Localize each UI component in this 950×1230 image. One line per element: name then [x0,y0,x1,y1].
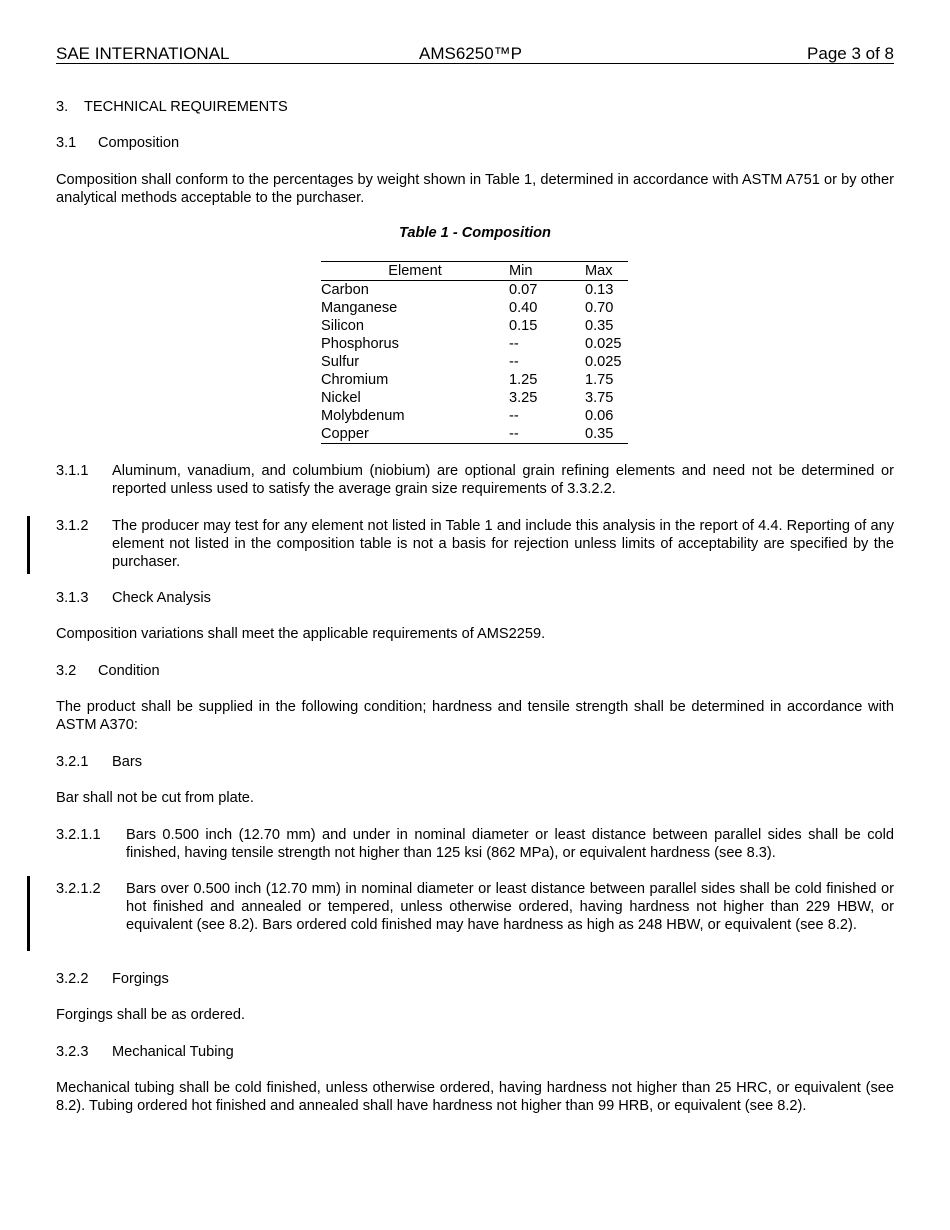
table-row [321,371,628,389]
cell-element: Nickel [321,390,361,406]
cell-element: Chromium [321,372,389,388]
section-3-2-title: Condition [98,663,160,679]
cell-element: Phosphorus [321,336,399,352]
section-3-1-number: 3.1 [56,135,77,151]
table-bottom-rule [321,443,628,444]
cell-min: 0.15 [509,318,538,334]
section-3-2-1-body: Bar shall not be cut from plate. [56,790,254,806]
cell-max: 0.025 [585,354,622,370]
header-min: Min [509,263,533,279]
table-row [321,317,628,335]
section-3-2-2-number: 3.2.2 [56,971,89,987]
table-row [321,407,628,425]
change-bar [27,876,30,951]
cell-element: Copper [321,426,369,442]
cell-element: Silicon [321,318,364,334]
cell-element: Carbon [321,282,369,298]
section-3-1-3-number: 3.1.3 [56,590,89,606]
header-max: Max [585,263,613,279]
header-org: SAE INTERNATIONAL [56,44,230,63]
cell-min: -- [509,354,519,370]
cell-element: Sulfur [321,354,360,370]
section-3-2-1-1-body: Bars 0.500 inch (12.70 mm) and under in nominal diameter or least distance between parallel sides shall be cold finished, having tensile strength not higher than 125 ksi (862 MPa), or equivalent hardness (see 8.3). [126,827,894,861]
table-row [321,281,628,299]
cell-max: 0.13 [585,282,614,298]
section-3-2-2-title: Forgings [112,971,169,987]
cell-max: 0.70 [585,300,614,316]
section-3-2-1-number: 3.2.1 [56,754,89,770]
change-bar [27,516,30,574]
table-row [321,389,628,407]
cell-max: 1.75 [585,372,614,388]
composition-table [321,261,628,444]
table-row [321,335,628,353]
table-header-row [321,262,628,280]
section-3-title: TECHNICAL REQUIREMENTS [84,99,288,115]
table-1-caption: Table 1 - Composition [399,225,551,241]
section-3-2-1-title: Bars [112,754,143,770]
section-3-2-1-1-number: 3.2.1.1 [56,827,101,843]
section-3-1-2-number: 3.1.2 [56,518,89,534]
cell-max: 3.75 [585,390,614,406]
cell-min: 0.07 [509,282,538,298]
section-3-2-3-number: 3.2.3 [56,1044,89,1060]
section-3-1-1-number: 3.1.1 [56,463,89,479]
cell-max: 0.35 [585,426,614,442]
header-rule [56,63,894,64]
cell-max: 0.35 [585,318,614,334]
cell-min: 1.25 [509,372,538,388]
cell-min: -- [509,336,519,352]
table-row [321,299,628,317]
cell-min: 0.40 [509,300,538,316]
section-3-1-3-title: Check Analysis [112,590,211,606]
table-row [321,353,628,371]
cell-max: 0.06 [585,408,614,424]
cell-element: Molybdenum [321,408,405,424]
header-doc-number: AMS6250™P [419,44,522,63]
section-3-1-1-body: Aluminum, vanadium, and columbium (niobium) are optional grain refining elements and need not be determined or reported unless used to satisfy the average grain size requirements of 3.3.2.2. [112,463,894,497]
section-3-2-3-body: Mechanical tubing shall be cold finished, unless otherwise ordered, having hardness not higher than 25 HRC, or equivalent (see 8.2). Tubing ordered hot finished and annealed shall have hardness not higher than 99 HRB, or equivalent (see 8.2). [56,1080,894,1114]
table-row [321,425,628,443]
cell-min: -- [509,426,519,442]
cell-max: 0.025 [585,336,622,352]
section-3-2-1-2-body: Bars over 0.500 inch (12.70 mm) in nominal diameter or least distance between parallel sides shall be cold finished or hot finished and annealed or tempered, unless otherwise ordered, having hardness not higher than 229 HBW, or equivalent (see 8.2). Bars ordered cold finished may have hardness as high as 248 HBW, or equivalent (see 8.2). [126,881,894,933]
section-3-2-3-title: Mechanical Tubing [112,1044,234,1060]
section-3-2-number: 3.2 [56,663,77,679]
cell-min: -- [509,408,519,424]
section-3-1-3-body: Composition variations shall meet the applicable requirements of AMS2259. [56,626,546,642]
header-page-number: Page 3 of 8 [807,44,894,63]
header-element: Element [388,263,442,279]
section-3-1-body: Composition shall conform to the percentages by weight shown in Table 1, determined in accordance with ASTM A751 or by other analytical methods acceptable to the purchaser. [56,172,894,206]
section-3-2-1-2-number: 3.2.1.2 [56,881,101,897]
section-3-1-title: Composition [98,135,180,151]
cell-min: 3.25 [509,390,538,406]
cell-element: Manganese [321,300,398,316]
section-3-1-2-body: The producer may test for any element not listed in Table 1 and include this analysis in the report of 4.4. Reporting of any element not listed in the composition table is not a basis for rejection unless limits of acceptability are specified by the purchaser. [112,518,894,570]
section-3-number: 3. [56,99,69,115]
section-3-2-2-body: Forgings shall be as ordered. [56,1007,246,1023]
section-3-2-body: The product shall be supplied in the following condition; hardness and tensile strength shall be determined in accordance with ASTM A370: [56,699,894,733]
